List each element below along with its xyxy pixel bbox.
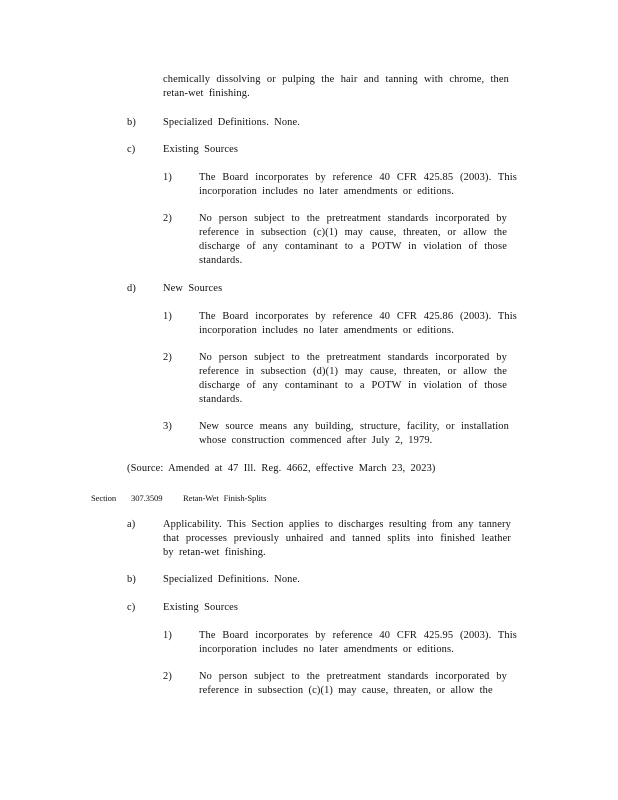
paragraph: The Board incorporates by reference 40 CFR 425.95 (2003). This incorporation includes no later amendments or editions.: [199, 630, 517, 655]
source-note: (Source: Amended at 47 Ill. Reg. 4662, effective March 23, 2023): [127, 463, 436, 474]
specialized-definitions: Specialized Definitions. None.: [163, 117, 301, 128]
paragraph: No person subject to the pretreatment standards incorporated by reference in subsection (c)(1) may cause, threaten, or allow the discharge of any contaminant to a POTW in violation of those standards.: [199, 213, 507, 266]
label-b: b): [127, 117, 136, 128]
item-number: 1): [163, 172, 172, 183]
label-c: c): [127, 144, 136, 155]
item-number: 2): [163, 352, 172, 363]
paragraph: The Board incorporates by reference 40 CFR 425.85 (2003). This incorporation includes no later amendments or editions.: [199, 172, 517, 197]
existing-sources-heading: Existing Sources: [163, 602, 239, 613]
new-sources-heading: New Sources: [163, 283, 223, 294]
section-number: 307.3509: [131, 493, 163, 503]
applicability-paragraph: Applicability. This Section applies to discharges resulting from any tannery that processes previously unhaired and tanned splits into finished leather by retan-wet finishing.: [163, 519, 511, 558]
label-a: a): [127, 519, 136, 530]
paragraph: No person subject to the pretreatment standards incorporated by reference in subsection (d)(1) may cause, threaten, or allow the discharge of any contaminant to a POTW in violation of those standards.: [199, 352, 507, 405]
item-number: 1): [163, 630, 172, 641]
paragraph: The Board incorporates by reference 40 CFR 425.86 (2003). This incorporation includes no later amendments or editions.: [199, 311, 517, 336]
label-d: d): [127, 283, 136, 294]
intro-continuation: chemically dissolving or pulping the hair and tanning with chrome, then retan-wet finishing.: [163, 74, 509, 99]
paragraph: No person subject to the pretreatment standards incorporated by reference in subsection (c)(1) may cause, threaten, or allow the: [199, 671, 507, 696]
item-number: 2): [163, 671, 172, 682]
item-number: 3): [163, 421, 172, 432]
item-number: 2): [163, 213, 172, 224]
item-number: 1): [163, 311, 172, 322]
section-word: Section: [91, 493, 117, 503]
paragraph: New source means any building, structure, facility, or installation whose construction commenced after July 2, 1979.: [199, 421, 509, 446]
section-title: Retan-Wet Finish-Splits: [183, 493, 267, 503]
label-c: c): [127, 602, 136, 613]
existing-sources-heading: Existing Sources: [163, 144, 239, 155]
specialized-definitions: Specialized Definitions. None.: [163, 574, 301, 585]
label-b: b): [127, 574, 136, 585]
